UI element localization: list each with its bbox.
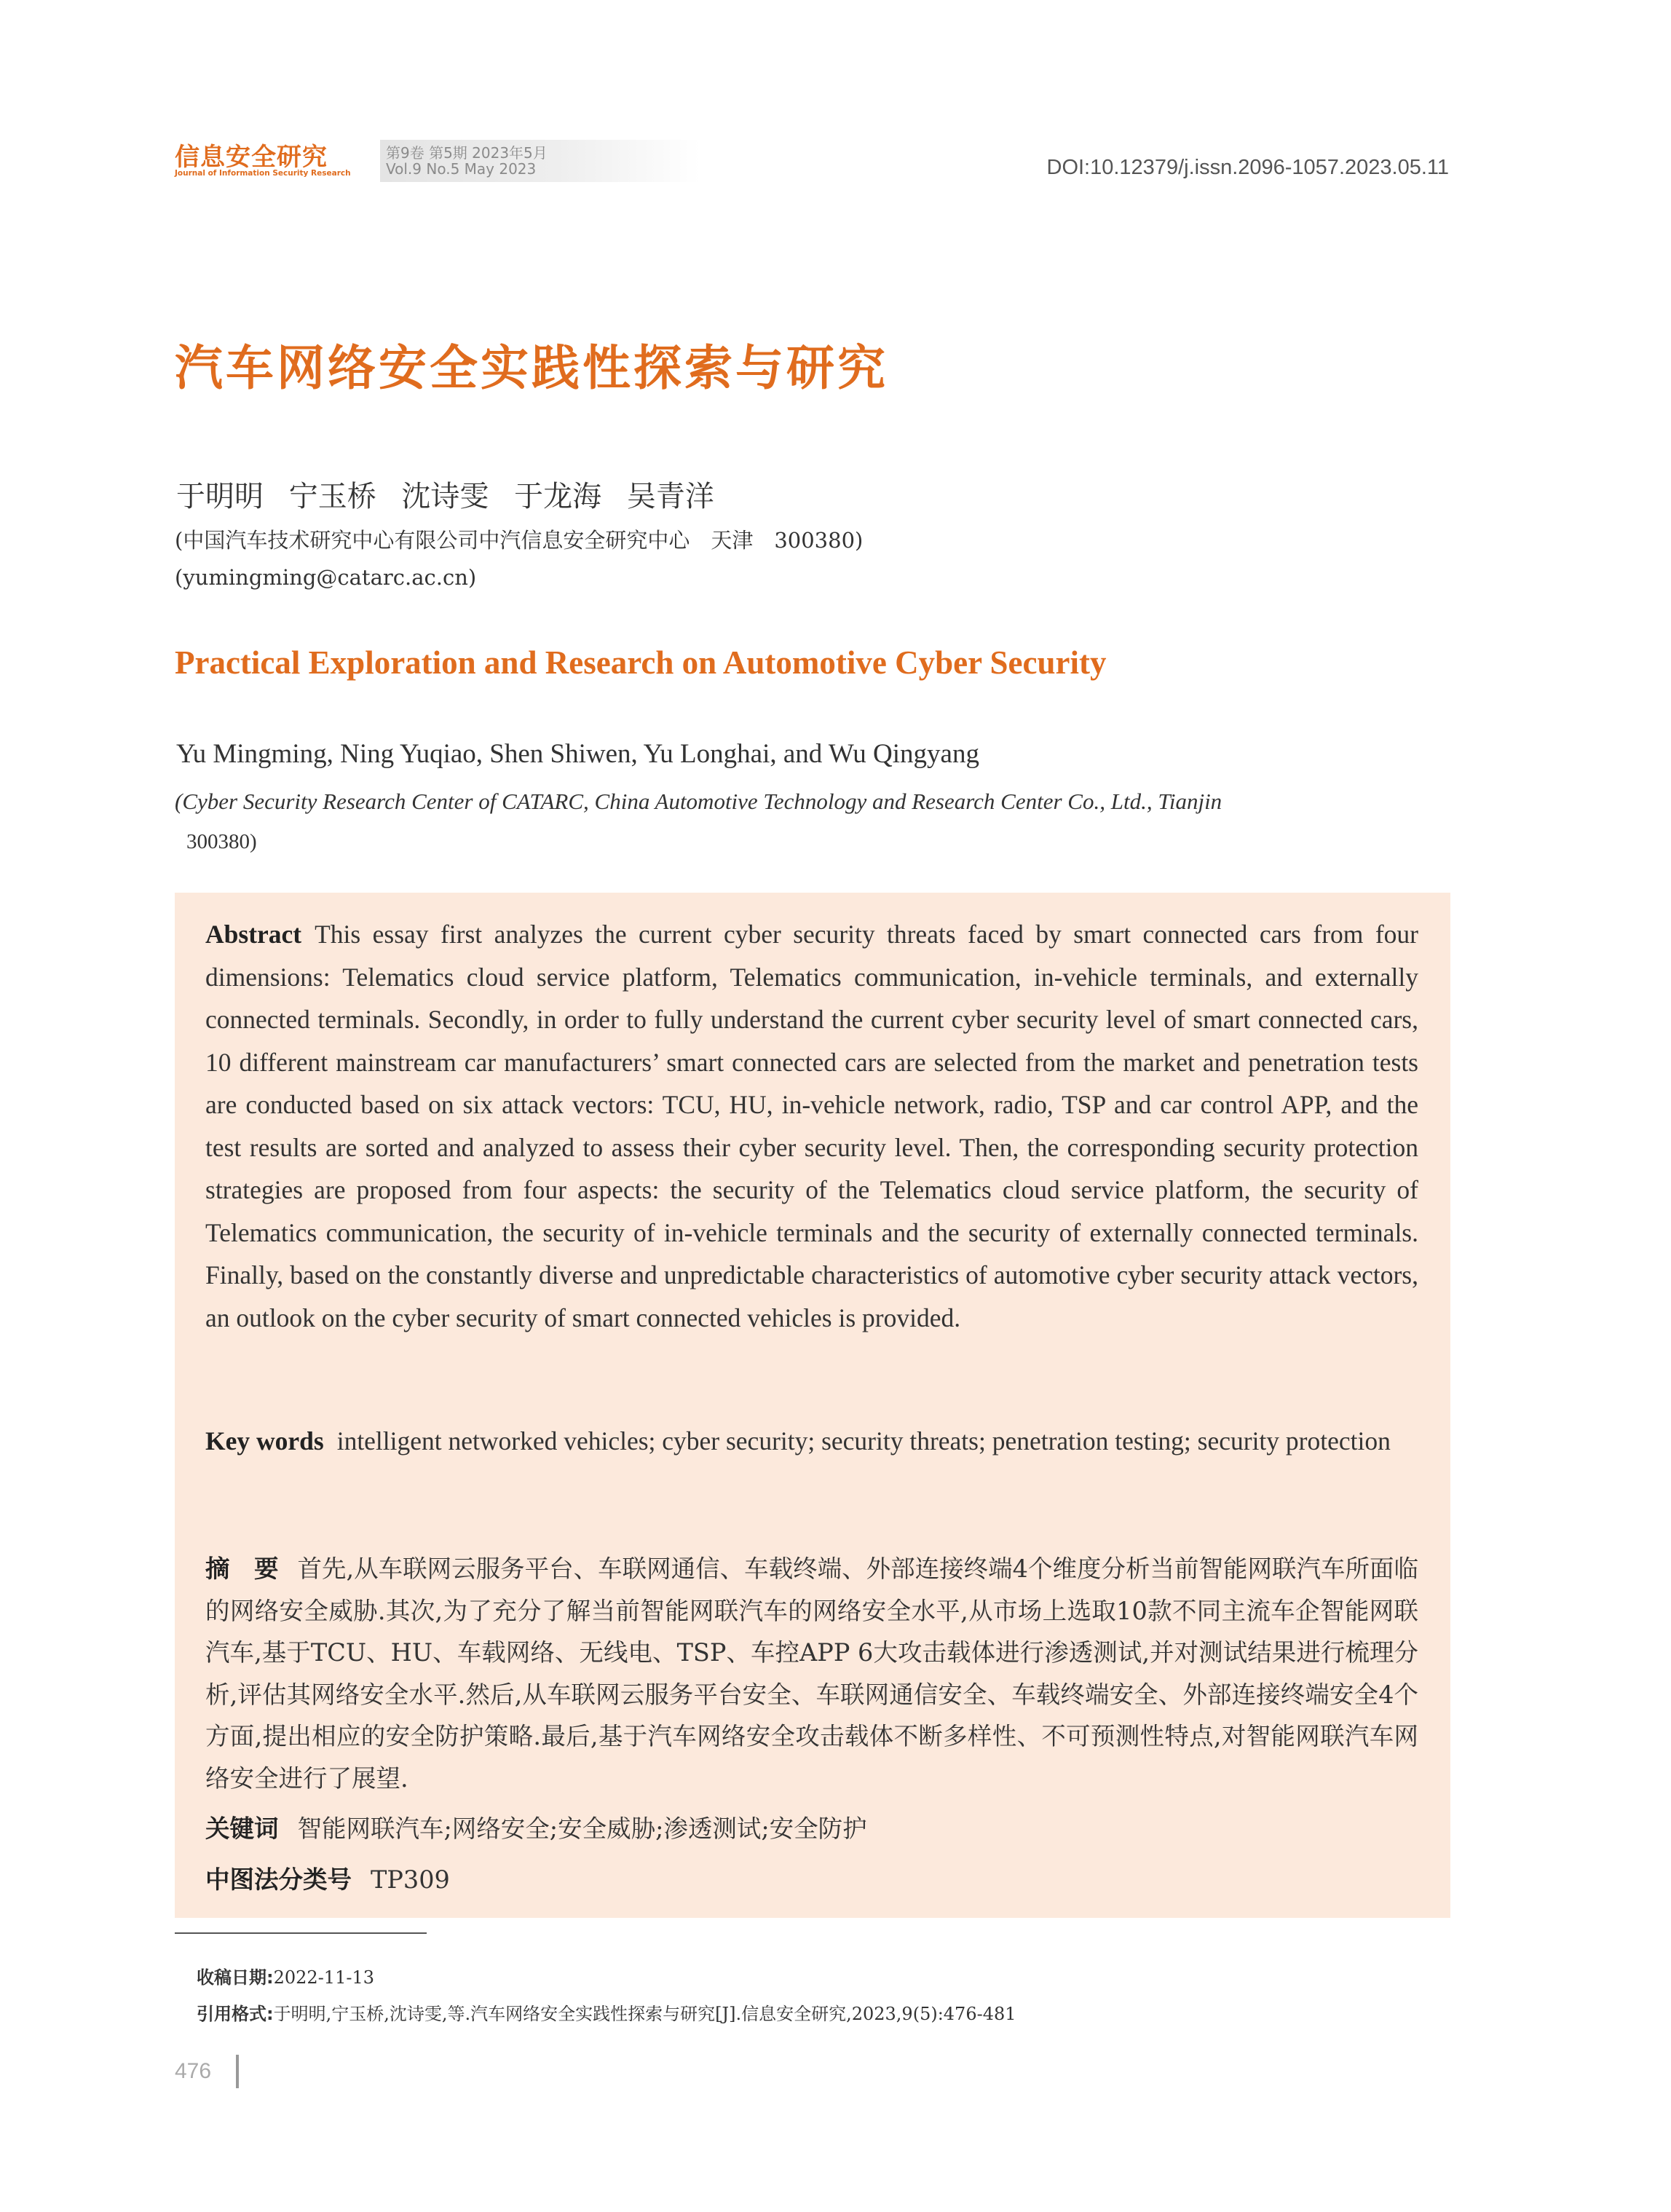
- article-title-en: Practical Exploration and Research on Automotive Cyber Security: [175, 644, 1107, 681]
- affiliation-en-postcode: 300380): [186, 830, 257, 853]
- keywords-en: [205, 1420, 1418, 1463]
- authors-cn: 于明明 宁玉桥 沈诗雯 于龙海 吴青洋: [176, 480, 714, 513]
- journal-logo-en: Journal of Information Security Research: [175, 169, 351, 178]
- classification-number: [205, 1860, 450, 1895]
- article-title-cn: 汽车网络安全实践性探索与研究: [175, 340, 888, 396]
- classification-label: 中图法分类号: [205, 1865, 352, 1894]
- footnote-divider: [175, 1932, 427, 1934]
- keywords-label-cn: 关键词: [205, 1814, 279, 1843]
- citation-format: [197, 1999, 1016, 2025]
- keywords-text-cn: 智能网联汽车;网络安全;安全威胁;渗透测试;安全防护: [297, 1814, 867, 1843]
- affiliation-en-text: (Cyber Security Research Center of CATARC, China Automotive Technology and Research Center Co., Ltd., Tianjin: [175, 789, 1222, 814]
- abstract-text-cn: 首先,从车联网云服务平台、车联网通信、车载终端、外部连接终端4个维度分析当前智能网联汽车所面临的网络安全威胁.其次,为了充分了解当前智能网联汽车的网络安全水平,从市场上选取10款不同主流车企智能网联汽车,基于TCU、HU、车载网络、无线电、TSP、车控APP 6大攻击载体进行渗透测试,并对测试结果进行梳理分析,评估其网络安全水平.然后,从车联网云服务平台安全、车联网通信安全、车载终端安全、外部连接终端安全4个方面,提出相应的安全防护策略.最后,基于汽车网络安全攻击载体不断多样性、不可预测性特点,对智能网联汽车网络安全进行了展望.: [205, 1555, 1419, 1793]
- affiliation-cn: (中国汽车技术研究中心有限公司中汽信息安全研究中心 天津 300380): [175, 528, 864, 553]
- citation-label: 引用格式:: [197, 2004, 274, 2024]
- affiliation-en: [175, 782, 1450, 861]
- abstract-label-en: Abstract: [205, 920, 302, 949]
- journal-logo-cn: 信息安全研究: [175, 143, 328, 172]
- authors-en: Yu Mingming, Ning Yuqiao, Shen Shiwen, Yu Longhai, and Wu Qingyang: [176, 739, 979, 769]
- page-number: 476: [175, 2059, 212, 2083]
- issue-info-cn: 第9卷 第5期 2023年5月: [386, 144, 548, 162]
- received-value: 2022-11-13: [273, 1967, 374, 1988]
- keywords-cn: [205, 1809, 867, 1844]
- abstract-cn: [205, 1548, 1418, 1799]
- page-number-divider: [236, 2055, 239, 2088]
- keywords-label-en: Key words: [205, 1426, 324, 1455]
- abstract-text-en: This essay first analyzes the current cyber security threats faced by smart connected cars from four dimensions: Telematics cloud service platform, Telematics communication, in-vehicle terminals, and externally connected terminals. Secondly, in order to fully understand the current cyber security level of smart connected cars, 10 different mainstream car manufacturers’ smart connected cars are selected from the market and penetration tests are conducted based on six attack vectors: TCU, HU, in-vehicle network, radio, TSP and car control APP, and the test results are sorted and analyzed to assess their cyber security level. Then, the corresponding security protection strategies are proposed from four aspects: the security of the Telematics cloud service platform, the security of Telematics communication, the security of in-vehicle terminals and the security of externally connected terminals. Finally, based on the constantly diverse and unpredictable characteristics of automotive cyber security attack vectors, an outlook on the cyber security of smart connected vehicles is provided.: [205, 920, 1418, 1332]
- journal-logo: [175, 137, 376, 185]
- author-email: (yumingming@catarc.ac.cn): [175, 565, 477, 590]
- doi: DOI:10.12379/j.issn.2096-1057.2023.05.11: [1046, 156, 1449, 179]
- abstract-en: [205, 913, 1418, 1339]
- issue-info-en: Vol.9 No.5 May 2023: [386, 160, 537, 178]
- abstract-box: [175, 893, 1450, 1918]
- citation-value: 于明明,宁玉桥,沈诗雯,等.汽车网络安全实践性探索与研究[J].信息安全研究,2023,9(5):476-481: [273, 2004, 1016, 2024]
- keywords-text-en: intelligent networked vehicles; cyber security; security threats; penetration testing; security protection: [336, 1426, 1391, 1455]
- received-label: 收稿日期:: [197, 1967, 274, 1988]
- issue-info: [380, 140, 700, 182]
- classification-value: TP309: [371, 1865, 450, 1894]
- received-date: [197, 1963, 374, 1988]
- journal-header: [175, 137, 1449, 188]
- abstract-label-cn: 摘 要: [205, 1555, 279, 1583]
